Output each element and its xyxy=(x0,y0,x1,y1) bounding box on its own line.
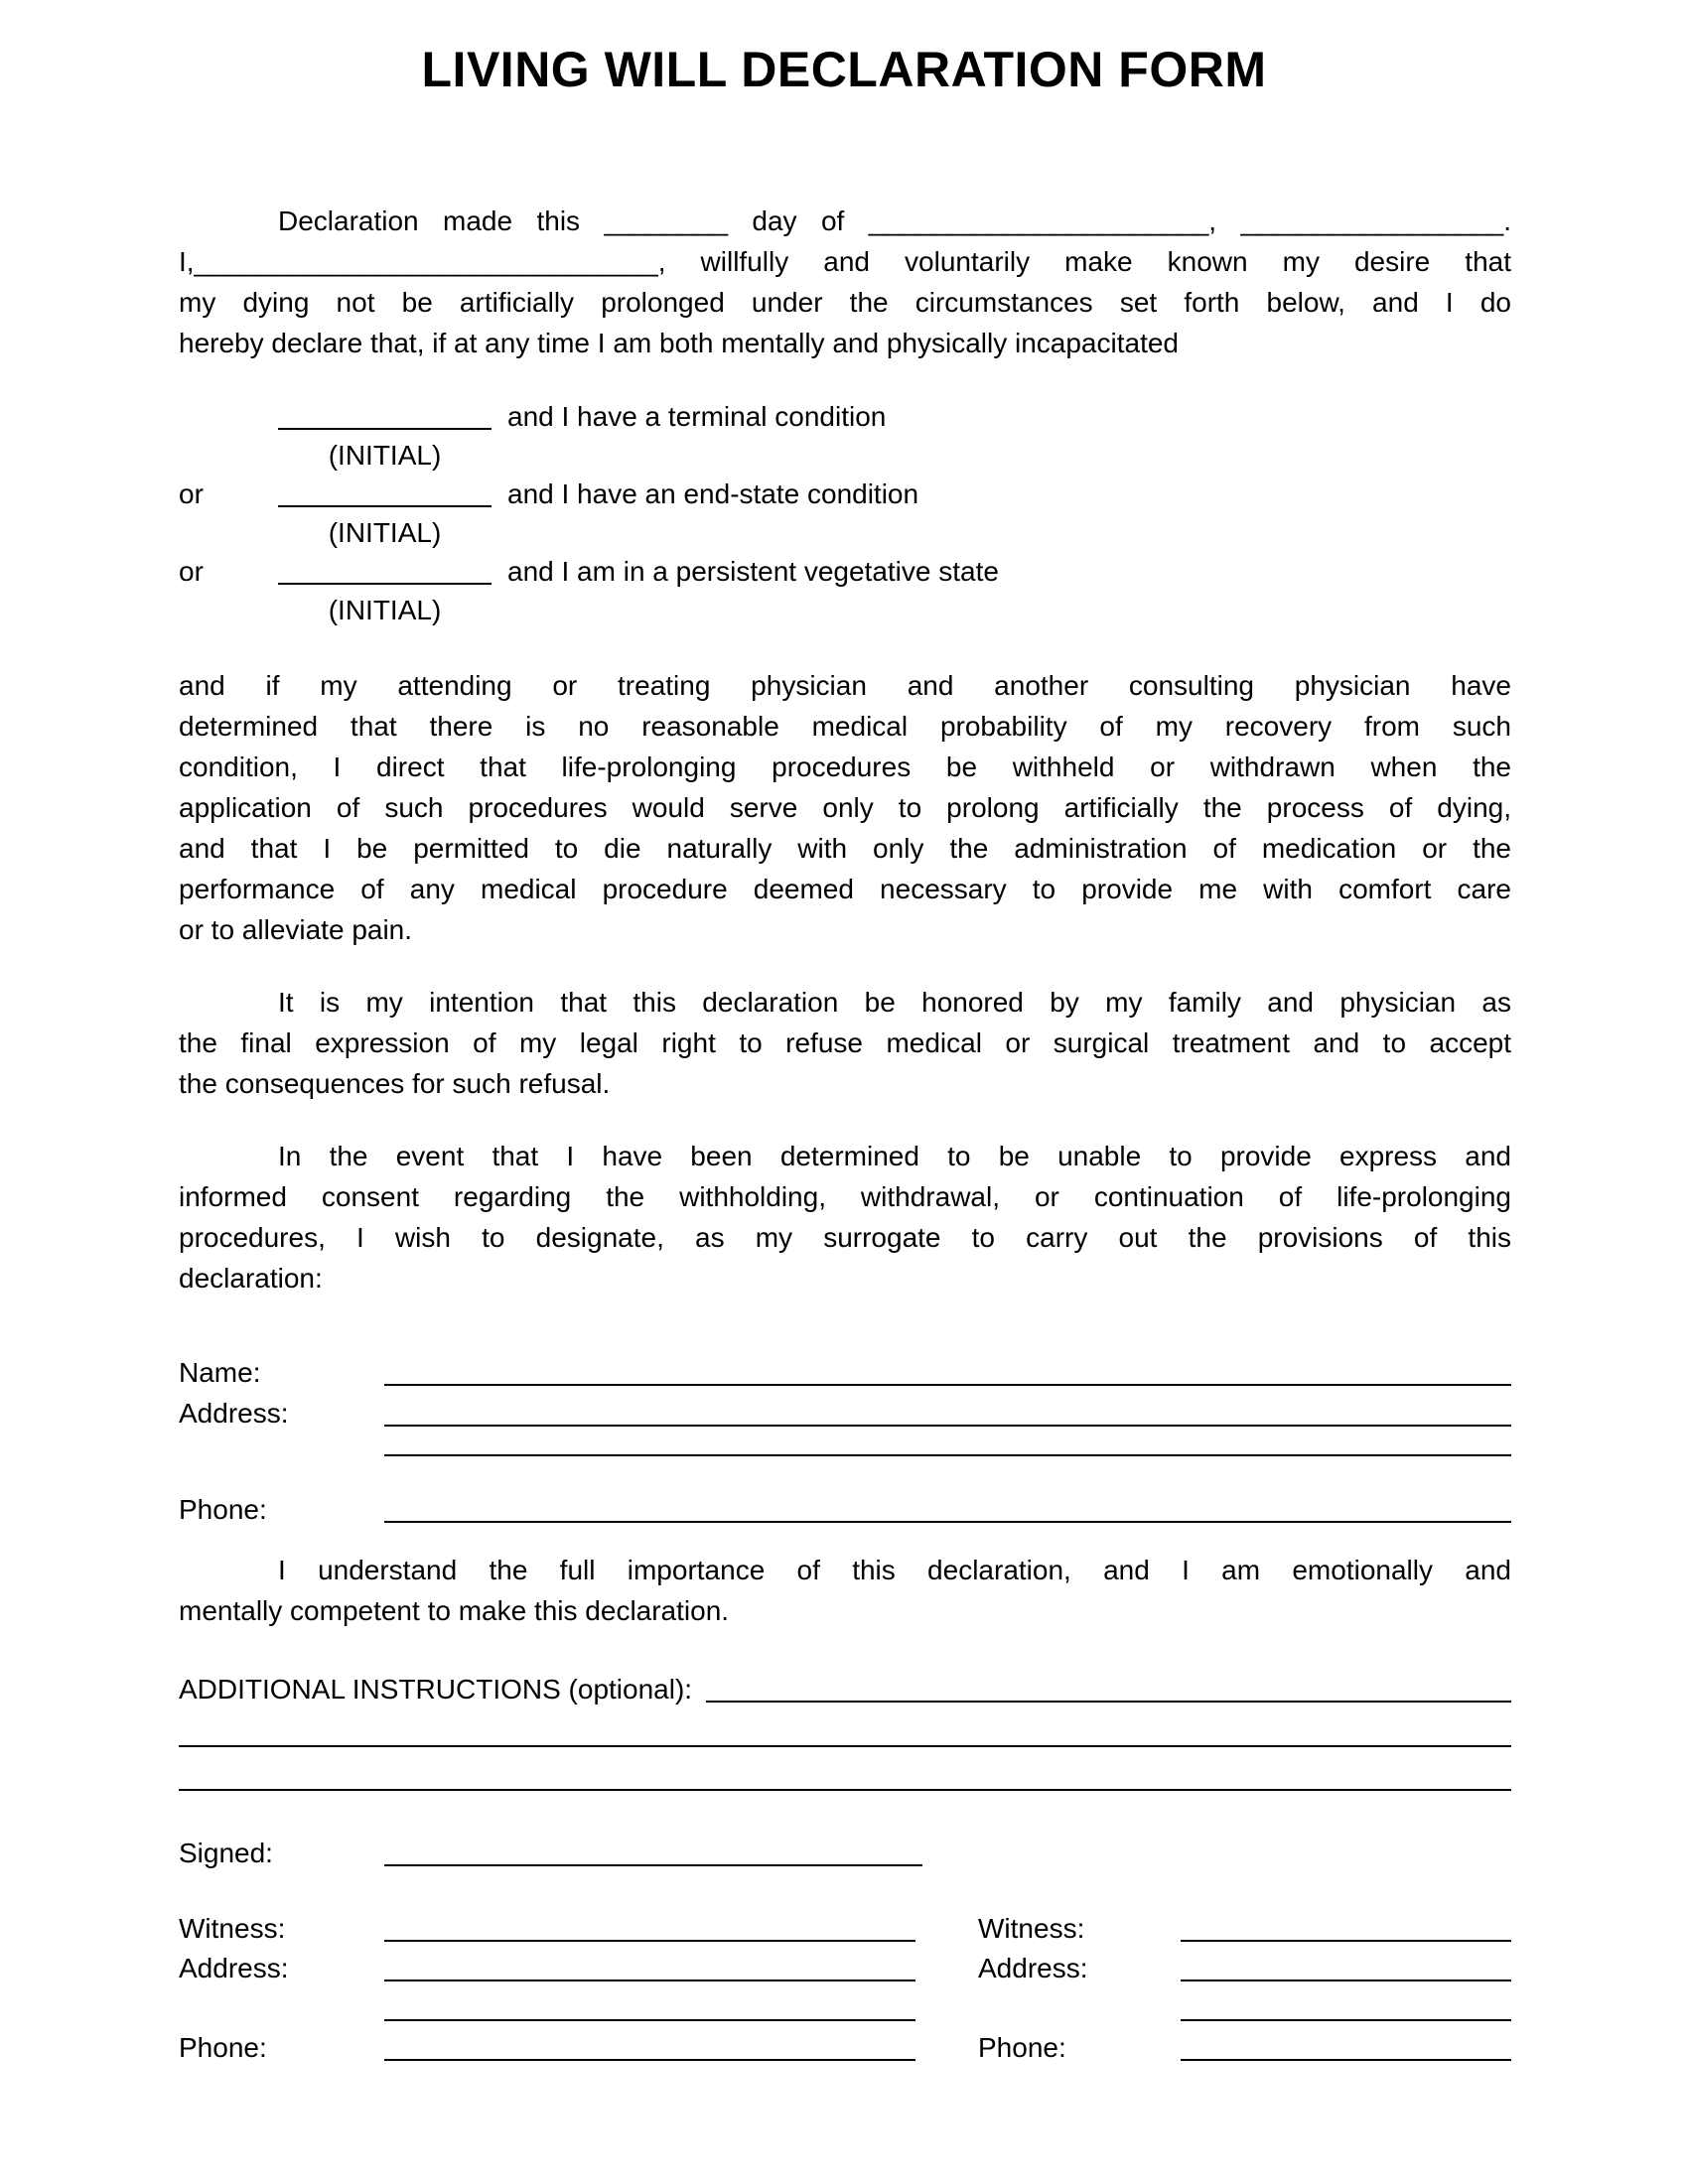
witness1-address-line-1[interactable] xyxy=(384,1979,915,1981)
witness-section xyxy=(179,1909,1511,2068)
initial-option-text: and I am in a persistent vegetative state xyxy=(507,556,999,587)
witness2-address-line-2[interactable] xyxy=(1181,2019,1511,2021)
or-label: or xyxy=(179,478,204,509)
initial-option-row-end-state xyxy=(179,475,1511,514)
witness1-address-row xyxy=(179,1949,915,1988)
witness2-address-line-1[interactable] xyxy=(1181,1979,1511,1981)
empty-label xyxy=(978,1988,1181,2028)
signed-row xyxy=(179,1833,1511,1873)
paragraph-line: It is my intention that this declaration be honored by my family and physician as xyxy=(278,987,1511,1018)
witness-label: Witness: xyxy=(179,1913,286,1944)
witness2-address-row-2 xyxy=(978,1988,1511,2028)
surrogate-fields-section xyxy=(179,1352,1511,1530)
additional-instructions-row xyxy=(179,1669,1511,1709)
paragraph-line: and that I be permitted to die naturally with only the administration of medication or the xyxy=(179,833,1511,864)
competency-paragraph xyxy=(179,1550,1511,1631)
paragraph-line: I,______________________________, willfully and voluntarily make known my desire that xyxy=(179,246,1511,277)
paragraph-line: informed consent regarding the withholding, withdrawal, or continuation of life-prolonging xyxy=(179,1181,1511,1212)
initial-option-text: and I have a terminal condition xyxy=(507,401,887,432)
phone-label: Phone: xyxy=(179,2032,267,2063)
witness-label: Witness: xyxy=(978,1913,1085,1944)
surrogate-name-line[interactable] xyxy=(384,1384,1511,1386)
witness2-address-row xyxy=(978,1949,1511,1988)
phone-label: Phone: xyxy=(978,2032,1066,2063)
witness2-name-line[interactable] xyxy=(1181,1940,1511,1942)
empty-label xyxy=(179,1988,384,2028)
witness1-name-line[interactable] xyxy=(384,1940,915,1942)
witness2-phone-row xyxy=(978,2028,1511,2068)
surrogate-address-line-1[interactable] xyxy=(384,1425,1511,1427)
witness1-name-row xyxy=(179,1909,915,1949)
initial-options-section xyxy=(179,397,1511,629)
paragraph-line: hereby declare that, if at any time I am both mentally and physically incapacitated xyxy=(179,328,1179,358)
initial-blank-vegetative[interactable] xyxy=(278,583,492,585)
witness1-phone-row xyxy=(179,2028,915,2068)
additional-instructions-line-1[interactable] xyxy=(706,1701,1511,1703)
intention-paragraph xyxy=(179,982,1511,1104)
initial-blank-end-state[interactable] xyxy=(278,505,492,507)
initial-option-row-terminal xyxy=(179,397,1511,437)
surrogate-name-row xyxy=(179,1352,1511,1393)
surrogate-address-line-2[interactable] xyxy=(384,1454,1511,1456)
initial-option-text: and I have an end-state condition xyxy=(507,478,919,509)
empty-label xyxy=(179,1433,384,1463)
opening-paragraph xyxy=(179,201,1511,363)
initial-option-row-vegetative xyxy=(179,552,1511,592)
paragraph-line: Declaration made this ________ day of ______________________, _________________. xyxy=(278,205,1511,236)
surrogate-paragraph xyxy=(179,1136,1511,1298)
life-prolonging-paragraph xyxy=(179,665,1511,950)
initial-caption: (INITIAL) xyxy=(328,595,442,625)
surrogate-phone-line[interactable] xyxy=(384,1521,1511,1523)
paragraph-line: I understand the full importance of this declaration, and I am emotionally and xyxy=(278,1555,1511,1585)
additional-instructions-line-3[interactable] xyxy=(179,1747,1511,1791)
paragraph-line: the final expression of my legal right to refuse medical or surgical treatment and to accept xyxy=(179,1027,1511,1058)
signed-label: Signed: xyxy=(179,1838,273,1868)
additional-instructions-line-2[interactable] xyxy=(179,1709,1511,1747)
paragraph-line: my dying not be artificially prolonged under the circumstances set forth below, and I do xyxy=(179,287,1511,318)
witness-column-1 xyxy=(179,1909,915,2068)
paragraph-line: and if my attending or treating physician and another consulting physician have xyxy=(179,670,1511,701)
witness1-address-line-2[interactable] xyxy=(384,2019,915,2021)
form-title: LIVING WILL DECLARATION FORM xyxy=(421,42,1267,97)
initial-caption: (INITIAL) xyxy=(328,517,442,548)
surrogate-phone-row xyxy=(179,1489,1511,1530)
or-label xyxy=(179,397,278,437)
address-label: Address: xyxy=(179,1953,289,1983)
signed-line[interactable] xyxy=(384,1864,922,1866)
paragraph-line: declaration: xyxy=(179,1263,323,1294)
paragraph-line: the consequences for such refusal. xyxy=(179,1068,611,1099)
address-label: Address: xyxy=(978,1953,1088,1983)
initial-blank-terminal[interactable] xyxy=(278,428,492,430)
witness1-phone-line[interactable] xyxy=(384,2059,915,2061)
surrogate-address-row xyxy=(179,1393,1511,1433)
form-content xyxy=(0,201,1688,2068)
paragraph-line: determined that there is no reasonable medical probability of my recovery from such xyxy=(179,711,1511,742)
witness1-address-row-2 xyxy=(179,1988,915,2028)
phone-label: Phone: xyxy=(179,1494,267,1525)
or-label: or xyxy=(179,556,204,587)
paragraph-line: performance of any medical procedure deemed necessary to provide me with comfort care xyxy=(179,874,1511,904)
paragraph-line: condition, I direct that life-prolonging procedures be withheld or withdrawn when the xyxy=(179,751,1511,782)
paragraph-line: or to alleviate pain. xyxy=(179,914,413,945)
witness2-name-row xyxy=(978,1909,1511,1949)
witness2-phone-line[interactable] xyxy=(1181,2059,1511,2061)
paragraph-line: procedures, I wish to designate, as my surrogate to carry out the provisions of this xyxy=(179,1222,1511,1253)
paragraph-line: mentally competent to make this declaration. xyxy=(179,1595,730,1626)
initial-caption: (INITIAL) xyxy=(328,440,442,471)
witness-column-2 xyxy=(978,1909,1511,2068)
name-label: Name: xyxy=(179,1357,261,1388)
additional-instructions-label: ADDITIONAL INSTRUCTIONS (optional): xyxy=(179,1674,693,1705)
surrogate-address-row-2 xyxy=(179,1433,1511,1463)
paragraph-line: In the event that I have been determined to be unable to provide express and xyxy=(278,1141,1511,1171)
paragraph-line: application of such procedures would serve only to prolong artificially the process of dying, xyxy=(179,792,1511,823)
address-label: Address: xyxy=(179,1398,289,1429)
